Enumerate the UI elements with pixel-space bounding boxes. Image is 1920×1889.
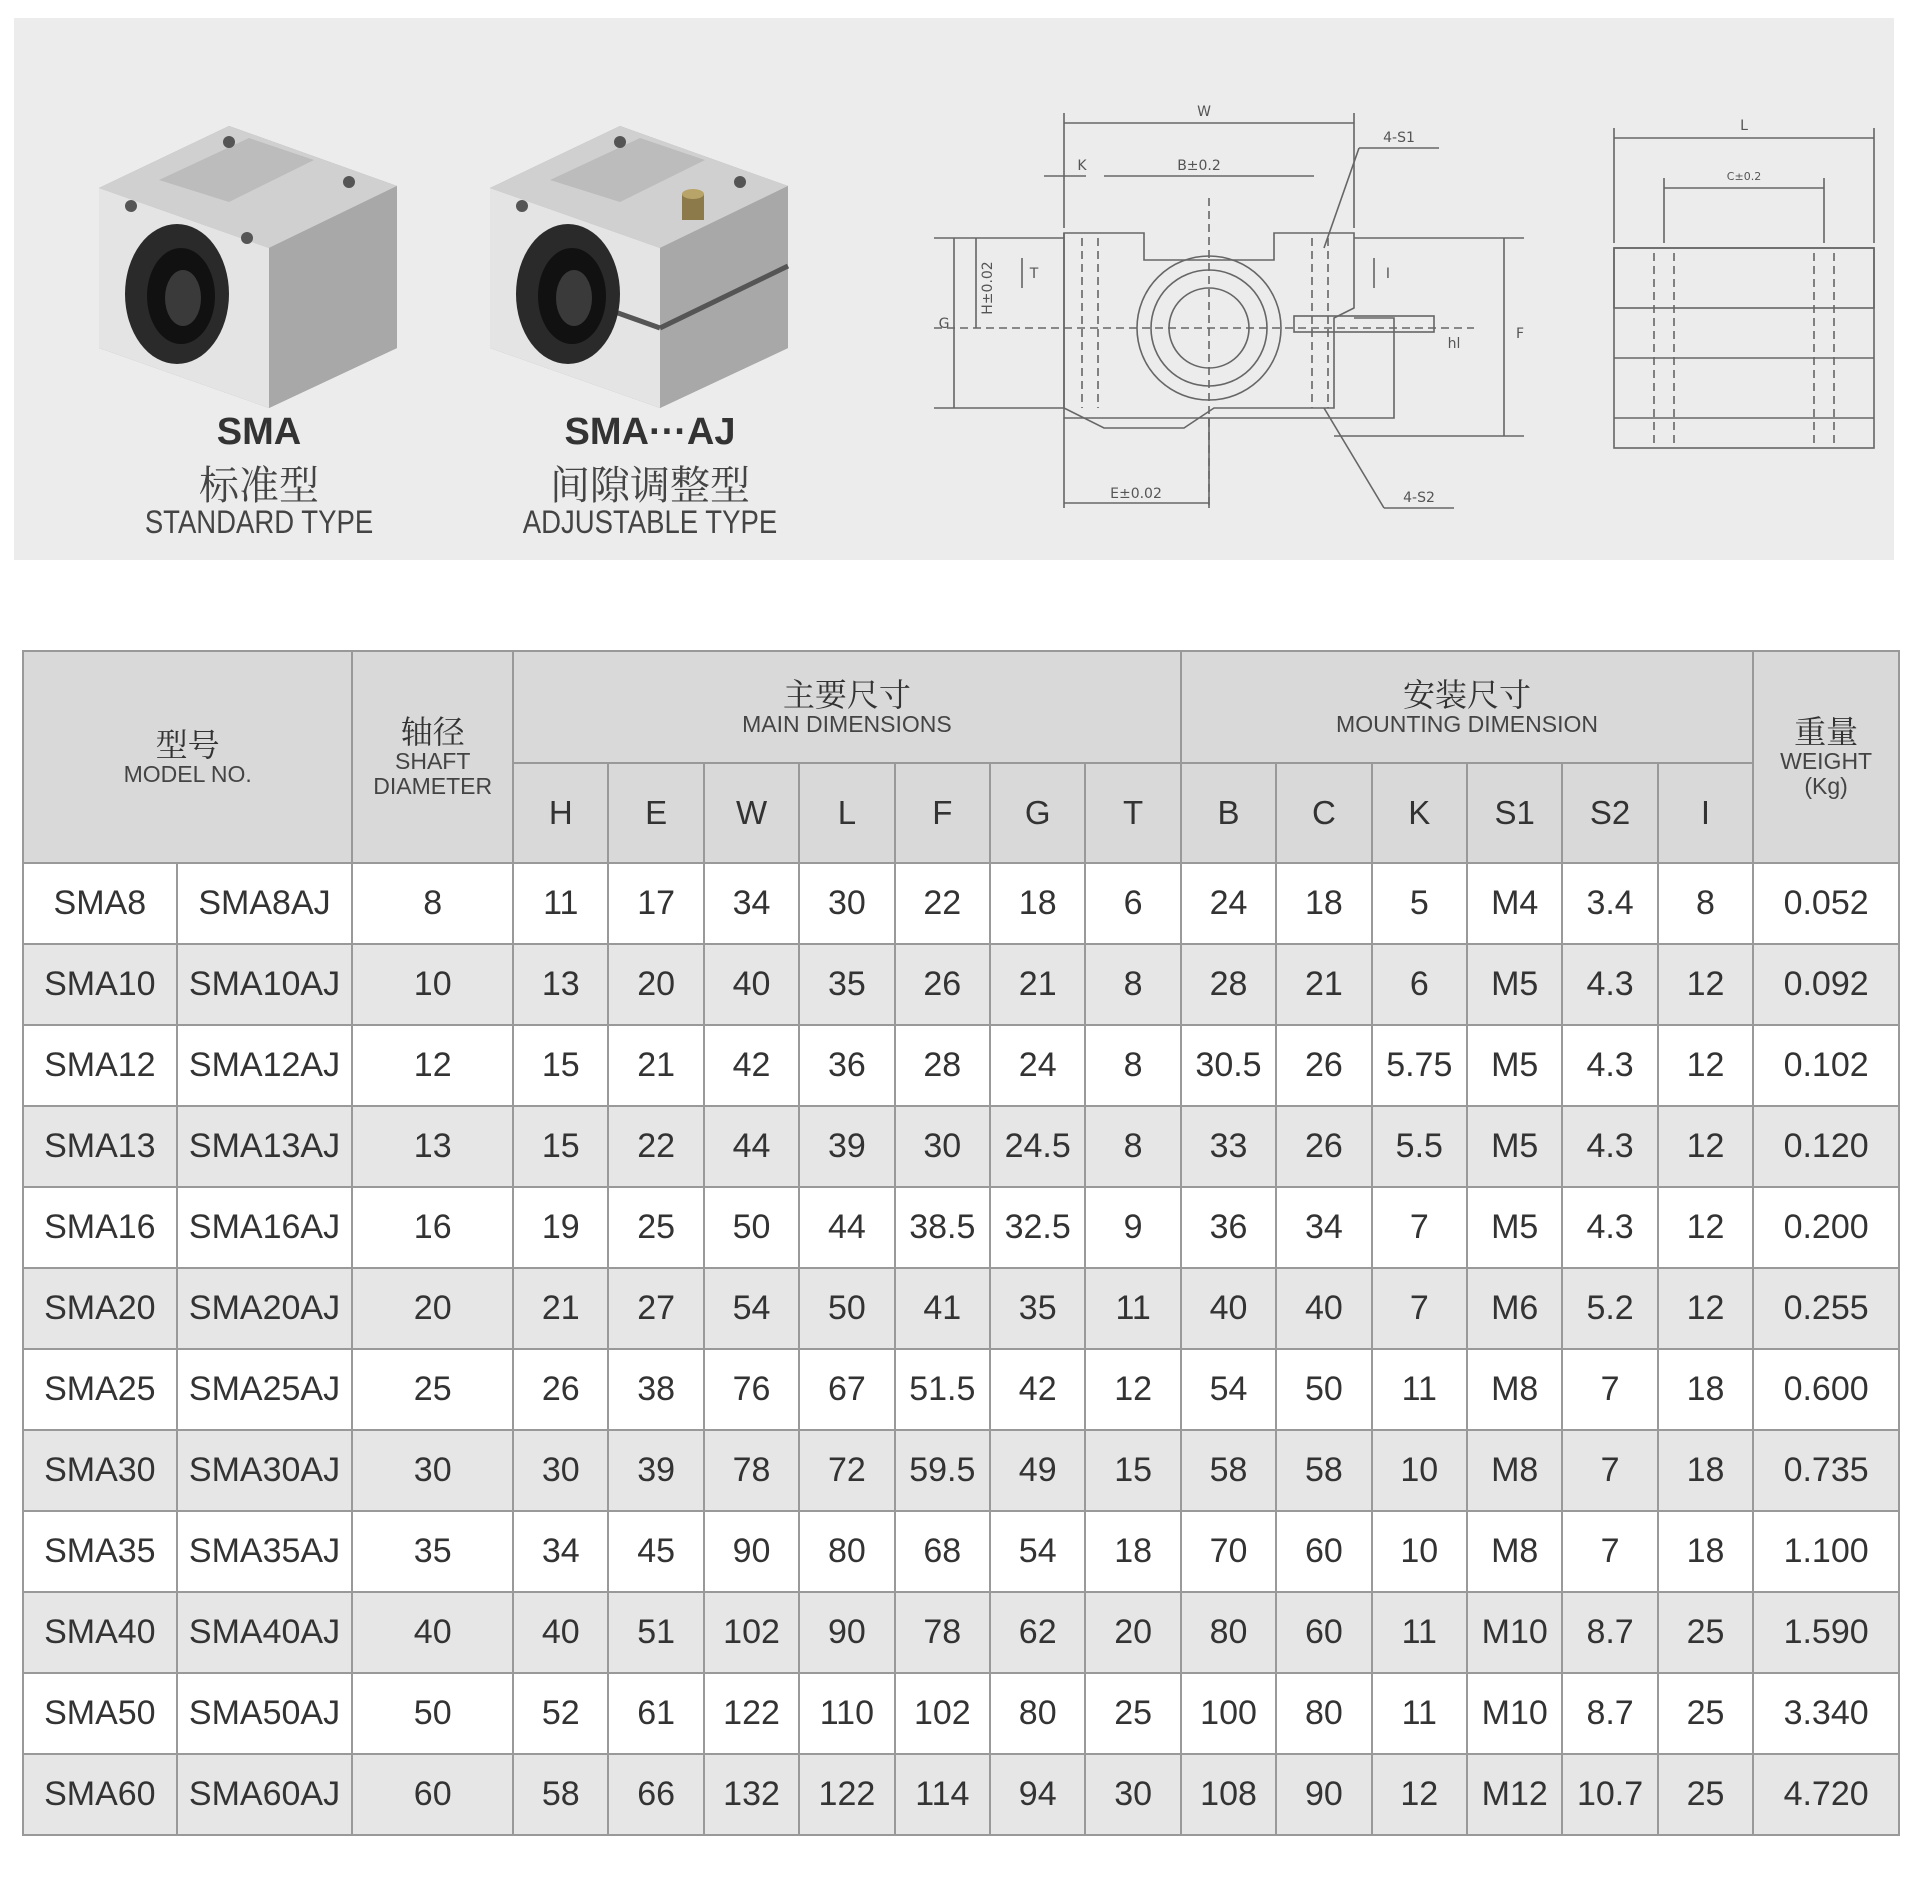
table-cell: 80 <box>1276 1673 1371 1754</box>
table-cell: M5 <box>1467 1106 1562 1187</box>
table-cell: 12 <box>352 1025 513 1106</box>
table-cell: 132 <box>704 1754 799 1835</box>
table-cell: SMA50AJ <box>177 1673 353 1754</box>
table-cell: 8 <box>1085 1025 1180 1106</box>
table-cell: 12 <box>1372 1754 1467 1835</box>
table-cell: 110 <box>799 1673 894 1754</box>
table-cell: 10 <box>1372 1511 1467 1592</box>
table-cell: 32.5 <box>990 1187 1085 1268</box>
table-cell: 30.5 <box>1181 1025 1276 1106</box>
table-cell: 90 <box>1276 1754 1371 1835</box>
table-cell: M5 <box>1467 1025 1562 1106</box>
table-cell: 90 <box>799 1592 894 1673</box>
table-cell: 15 <box>513 1025 608 1106</box>
table-cell: 122 <box>704 1673 799 1754</box>
table-cell: 102 <box>704 1592 799 1673</box>
header-mounting-dimension <box>1181 651 1753 763</box>
table-cell: 25 <box>352 1349 513 1430</box>
table-cell: 72 <box>799 1430 894 1511</box>
dim-label-c: C±0.2 <box>1726 170 1762 183</box>
table-cell: 80 <box>1181 1592 1276 1673</box>
column-header-e: E <box>608 763 703 863</box>
table-cell: 114 <box>895 1754 990 1835</box>
table-cell: 49 <box>990 1430 1085 1511</box>
table-cell: 66 <box>608 1754 703 1835</box>
dim-label-k: K <box>1077 158 1087 174</box>
table-cell: 4.3 <box>1562 944 1657 1025</box>
header-weight-cn: 重量 <box>1794 713 1859 751</box>
table-cell: 12 <box>1085 1349 1180 1430</box>
header-weight <box>1753 651 1899 863</box>
table-cell: SMA25 <box>23 1349 177 1430</box>
table-cell: 78 <box>895 1592 990 1673</box>
table-cell: 50 <box>704 1187 799 1268</box>
table-cell: 102 <box>895 1673 990 1754</box>
table-cell: 0.200 <box>1753 1187 1899 1268</box>
table-cell: 1.590 <box>1753 1592 1899 1673</box>
header-main-en: MAIN DIMENSIONS <box>742 710 952 737</box>
table-cell: 40 <box>513 1592 608 1673</box>
table-cell: 122 <box>799 1754 894 1835</box>
table-cell: 35 <box>990 1268 1085 1349</box>
column-header-f: F <box>895 763 990 863</box>
table-cell: 8.7 <box>1562 1673 1657 1754</box>
table-cell: 25 <box>608 1187 703 1268</box>
table-cell: SMA60AJ <box>177 1754 353 1835</box>
dim-label-f: F <box>1515 326 1525 342</box>
table-cell: 6 <box>1372 944 1467 1025</box>
column-header-c: C <box>1276 763 1371 863</box>
header-shaft-en-2: DIAMETER <box>373 773 493 799</box>
table-row <box>23 944 1899 1025</box>
table-cell: 94 <box>990 1754 1085 1835</box>
table-cell: SMA40AJ <box>177 1592 353 1673</box>
table-cell: SMA10AJ <box>177 944 353 1025</box>
table-cell: 35 <box>799 944 894 1025</box>
table-cell: 25 <box>1658 1592 1753 1673</box>
table-row <box>23 1268 1899 1349</box>
side-view-drawing <box>1594 108 1894 488</box>
dim-label-h: H±0.02 <box>980 261 996 315</box>
table-cell: 26 <box>513 1349 608 1430</box>
table-cell: 58 <box>1181 1430 1276 1511</box>
table-cell: 5 <box>1372 863 1467 944</box>
table-cell: 9 <box>1085 1187 1180 1268</box>
table-cell: 18 <box>990 863 1085 944</box>
table-cell: 40 <box>704 944 799 1025</box>
table-cell: 15 <box>1085 1430 1180 1511</box>
table-cell: 35 <box>352 1511 513 1592</box>
dim-label-s2: 4-S2 <box>1403 490 1435 506</box>
table-cell: 12 <box>1658 1268 1753 1349</box>
table-cell: 38.5 <box>895 1187 990 1268</box>
table-cell: 22 <box>608 1106 703 1187</box>
table-cell: 61 <box>608 1673 703 1754</box>
table-cell: 50 <box>799 1268 894 1349</box>
header-shaft-en-1: SHAFT <box>395 748 471 774</box>
table-cell: 38 <box>608 1349 703 1430</box>
table-cell: 33 <box>1181 1106 1276 1187</box>
dim-label-hl: hl <box>1447 336 1461 352</box>
header-weight-en-1: WEIGHT <box>1780 748 1873 774</box>
table-cell: 0.255 <box>1753 1268 1899 1349</box>
table-cell: 44 <box>704 1106 799 1187</box>
table-cell: 34 <box>513 1511 608 1592</box>
column-header-g: G <box>990 763 1085 863</box>
table-cell: 5.2 <box>1562 1268 1657 1349</box>
table-cell: SMA60 <box>23 1754 177 1835</box>
table-cell: 25 <box>1658 1754 1753 1835</box>
table-cell: 25 <box>1658 1673 1753 1754</box>
table-cell: 4.3 <box>1562 1025 1657 1106</box>
table-cell: M10 <box>1467 1673 1562 1754</box>
table-cell: 54 <box>990 1511 1085 1592</box>
table-cell: M6 <box>1467 1268 1562 1349</box>
table-cell: 0.120 <box>1753 1106 1899 1187</box>
table-cell: 11 <box>1372 1349 1467 1430</box>
table-cell: 20 <box>1085 1592 1180 1673</box>
table-cell: 8 <box>352 863 513 944</box>
table-cell: 67 <box>799 1349 894 1430</box>
table-cell: 21 <box>513 1268 608 1349</box>
table-cell: M8 <box>1467 1349 1562 1430</box>
table-cell: 12 <box>1658 1187 1753 1268</box>
table-cell: 44 <box>799 1187 894 1268</box>
column-header-b: B <box>1181 763 1276 863</box>
table-cell: 7 <box>1562 1430 1657 1511</box>
table-cell: SMA8AJ <box>177 863 353 944</box>
header-weight-en-2: (Kg) <box>1804 773 1848 799</box>
product-code: SMA···AJ <box>564 411 736 453</box>
table-cell: 4.3 <box>1562 1106 1657 1187</box>
table-cell: 0.600 <box>1753 1349 1899 1430</box>
table-cell: 18 <box>1276 863 1371 944</box>
table-cell: 30 <box>799 863 894 944</box>
table-cell: 34 <box>704 863 799 944</box>
header-model-en: MODEL NO. <box>123 760 252 787</box>
table-cell: 45 <box>608 1511 703 1592</box>
spec-table-body <box>23 863 1899 1835</box>
table-cell: SMA30 <box>23 1430 177 1511</box>
table-cell: 4.3 <box>1562 1187 1657 1268</box>
table-cell: 80 <box>799 1511 894 1592</box>
table-cell: 24.5 <box>990 1106 1085 1187</box>
table-cell: SMA30AJ <box>177 1430 353 1511</box>
table-cell: 40 <box>352 1592 513 1673</box>
table-cell: 40 <box>1276 1268 1371 1349</box>
table-cell: SMA25AJ <box>177 1349 353 1430</box>
column-header-h: H <box>513 763 608 863</box>
table-row <box>23 1430 1899 1511</box>
table-cell: 52 <box>513 1673 608 1754</box>
table-cell: 16 <box>352 1187 513 1268</box>
table-cell: 11 <box>513 863 608 944</box>
dim-label-i: I <box>1385 266 1391 282</box>
table-cell: 30 <box>895 1106 990 1187</box>
table-cell: 7 <box>1372 1187 1467 1268</box>
table-cell: SMA50 <box>23 1673 177 1754</box>
table-cell: 60 <box>352 1754 513 1835</box>
table-cell: SMA20 <box>23 1268 177 1349</box>
table-cell: SMA40 <box>23 1592 177 1673</box>
dim-label-e: E±0.02 <box>1110 486 1162 502</box>
table-cell: 50 <box>352 1673 513 1754</box>
table-cell: 62 <box>990 1592 1085 1673</box>
table-cell: 0.092 <box>1753 944 1899 1025</box>
column-header-k: K <box>1372 763 1467 863</box>
table-cell: 15 <box>513 1106 608 1187</box>
product-name-cn: 间隙调整型 <box>550 463 750 509</box>
table-cell: 12 <box>1658 1025 1753 1106</box>
table-cell: 7 <box>1562 1511 1657 1592</box>
table-cell: 21 <box>990 944 1085 1025</box>
header-main-dimensions <box>513 651 1181 763</box>
table-cell: 19 <box>513 1187 608 1268</box>
table-cell: SMA12AJ <box>177 1025 353 1106</box>
product-illustration-panel <box>14 18 1894 560</box>
table-row <box>23 1025 1899 1106</box>
header-model-cn: 型号 <box>155 725 220 764</box>
table-cell: 51.5 <box>895 1349 990 1430</box>
table-cell: 58 <box>513 1754 608 1835</box>
table-cell: SMA10 <box>23 944 177 1025</box>
table-cell: SMA35AJ <box>177 1511 353 1592</box>
table-cell: 18 <box>1085 1511 1180 1592</box>
dim-label-g: G <box>938 316 950 332</box>
table-cell: 17 <box>608 863 703 944</box>
linear-bearing-block-standard-icon <box>79 98 439 408</box>
table-cell: 18 <box>1658 1349 1753 1430</box>
column-header-t: T <box>1085 763 1180 863</box>
table-cell: 18 <box>1658 1511 1753 1592</box>
table-cell: 50 <box>1276 1349 1371 1430</box>
table-cell: 4.720 <box>1753 1754 1899 1835</box>
table-cell: 10 <box>352 944 513 1025</box>
table-cell: 12 <box>1658 944 1753 1025</box>
table-row <box>23 1754 1899 1835</box>
dim-label-l: L <box>1740 118 1748 134</box>
table-cell: SMA8 <box>23 863 177 944</box>
product-name-cn: 标准型 <box>199 463 319 509</box>
column-header-i: I <box>1658 763 1753 863</box>
table-cell: 6 <box>1085 863 1180 944</box>
table-cell: 30 <box>1085 1754 1180 1835</box>
table-cell: 8 <box>1658 863 1753 944</box>
column-header-l: L <box>799 763 894 863</box>
table-cell: 40 <box>1181 1268 1276 1349</box>
product-name-en: ADJUSTABLE TYPE <box>522 504 778 540</box>
table-cell: M5 <box>1467 944 1562 1025</box>
table-row <box>23 1106 1899 1187</box>
table-cell: M12 <box>1467 1754 1562 1835</box>
table-cell: 21 <box>608 1025 703 1106</box>
table-cell: 26 <box>1276 1106 1371 1187</box>
table-cell: M5 <box>1467 1187 1562 1268</box>
table-cell: 36 <box>799 1025 894 1106</box>
table-cell: 8 <box>1085 1106 1180 1187</box>
header-mount-cn: 安装尺寸 <box>1403 675 1532 714</box>
table-cell: 21 <box>1276 944 1371 1025</box>
table-cell: SMA35 <box>23 1511 177 1592</box>
table-cell: SMA20AJ <box>177 1268 353 1349</box>
table-cell: 41 <box>895 1268 990 1349</box>
table-cell: 68 <box>895 1511 990 1592</box>
dim-label-w: W <box>1197 104 1211 120</box>
table-cell: M8 <box>1467 1430 1562 1511</box>
table-cell: 27 <box>608 1268 703 1349</box>
header-main-cn: 主要尺寸 <box>782 675 911 714</box>
table-cell: SMA16AJ <box>177 1187 353 1268</box>
header-shaft-diameter <box>352 651 513 863</box>
table-cell: 0.052 <box>1753 863 1899 944</box>
table-cell: SMA12 <box>23 1025 177 1106</box>
linear-bearing-block-adjustable-icon <box>470 98 830 408</box>
table-cell: 108 <box>1181 1754 1276 1835</box>
table-cell: 70 <box>1181 1511 1276 1592</box>
table-cell: 5.75 <box>1372 1025 1467 1106</box>
table-cell: 100 <box>1181 1673 1276 1754</box>
table-cell: 5.5 <box>1372 1106 1467 1187</box>
table-cell: 80 <box>990 1673 1085 1754</box>
table-cell: 3.340 <box>1753 1673 1899 1754</box>
product-standard <box>79 18 439 560</box>
table-cell: 59.5 <box>895 1430 990 1511</box>
table-cell: 39 <box>799 1106 894 1187</box>
table-cell: 36 <box>1181 1187 1276 1268</box>
column-header-s2: S2 <box>1562 763 1657 863</box>
table-cell: 42 <box>704 1025 799 1106</box>
table-cell: SMA13 <box>23 1106 177 1187</box>
table-cell: 20 <box>352 1268 513 1349</box>
dim-label-t: T <box>1029 266 1039 282</box>
table-cell: 0.735 <box>1753 1430 1899 1511</box>
table-cell: 78 <box>704 1430 799 1511</box>
table-cell: 18 <box>1658 1430 1753 1511</box>
table-row <box>23 1673 1899 1754</box>
table-cell: 90 <box>704 1511 799 1592</box>
table-cell: 28 <box>1181 944 1276 1025</box>
table-cell: 26 <box>895 944 990 1025</box>
table-cell: 7 <box>1562 1349 1657 1430</box>
table-cell: 11 <box>1372 1592 1467 1673</box>
product-adjustable <box>470 18 830 560</box>
table-cell: 26 <box>1276 1025 1371 1106</box>
table-cell: 30 <box>513 1430 608 1511</box>
table-cell: 24 <box>990 1025 1085 1106</box>
table-cell: 42 <box>990 1349 1085 1430</box>
table-row <box>23 863 1899 944</box>
table-row <box>23 1349 1899 1430</box>
table-cell: SMA16 <box>23 1187 177 1268</box>
table-cell: 10.7 <box>1562 1754 1657 1835</box>
front-view-drawing <box>914 88 1554 528</box>
table-cell: M10 <box>1467 1592 1562 1673</box>
spec-table <box>22 650 1900 1836</box>
table-cell: 22 <box>895 863 990 944</box>
table-cell: 11 <box>1085 1268 1180 1349</box>
dim-label-s1: 4-S1 <box>1383 130 1415 146</box>
table-cell: 25 <box>1085 1673 1180 1754</box>
table-cell: 0.102 <box>1753 1025 1899 1106</box>
product-code: SMA <box>216 411 302 453</box>
table-cell: 30 <box>352 1430 513 1511</box>
table-cell: 3.4 <box>1562 863 1657 944</box>
product-name-en: STANDARD TYPE <box>144 504 374 540</box>
table-row <box>23 1592 1899 1673</box>
header-shaft-cn: 轴径 <box>400 713 465 751</box>
table-row <box>23 1187 1899 1268</box>
table-cell: 10 <box>1372 1430 1467 1511</box>
table-cell: 28 <box>895 1025 990 1106</box>
column-header-s1: S1 <box>1467 763 1562 863</box>
table-cell: 8.7 <box>1562 1592 1657 1673</box>
table-cell: 20 <box>608 944 703 1025</box>
table-cell: 34 <box>1276 1187 1371 1268</box>
table-cell: 24 <box>1181 863 1276 944</box>
table-cell: 7 <box>1372 1268 1467 1349</box>
table-cell: 13 <box>513 944 608 1025</box>
table-cell: 54 <box>704 1268 799 1349</box>
column-header-w: W <box>704 763 799 863</box>
table-cell: 58 <box>1276 1430 1371 1511</box>
table-cell: 76 <box>704 1349 799 1430</box>
table-cell: 60 <box>1276 1511 1371 1592</box>
table-cell: 1.100 <box>1753 1511 1899 1592</box>
dim-label-b: B±0.2 <box>1177 158 1221 174</box>
table-cell: 8 <box>1085 944 1180 1025</box>
table-cell: SMA13AJ <box>177 1106 353 1187</box>
table-cell: 12 <box>1658 1106 1753 1187</box>
table-cell: 39 <box>608 1430 703 1511</box>
header-mount-en: MOUNTING DIMENSION <box>1336 710 1598 737</box>
table-cell: 54 <box>1181 1349 1276 1430</box>
table-cell: M8 <box>1467 1511 1562 1592</box>
table-cell: 60 <box>1276 1592 1371 1673</box>
table-cell: 11 <box>1372 1673 1467 1754</box>
table-cell: M4 <box>1467 863 1562 944</box>
table-cell: 13 <box>352 1106 513 1187</box>
table-row <box>23 1511 1899 1592</box>
table-cell: 51 <box>608 1592 703 1673</box>
header-model-no <box>23 651 352 863</box>
